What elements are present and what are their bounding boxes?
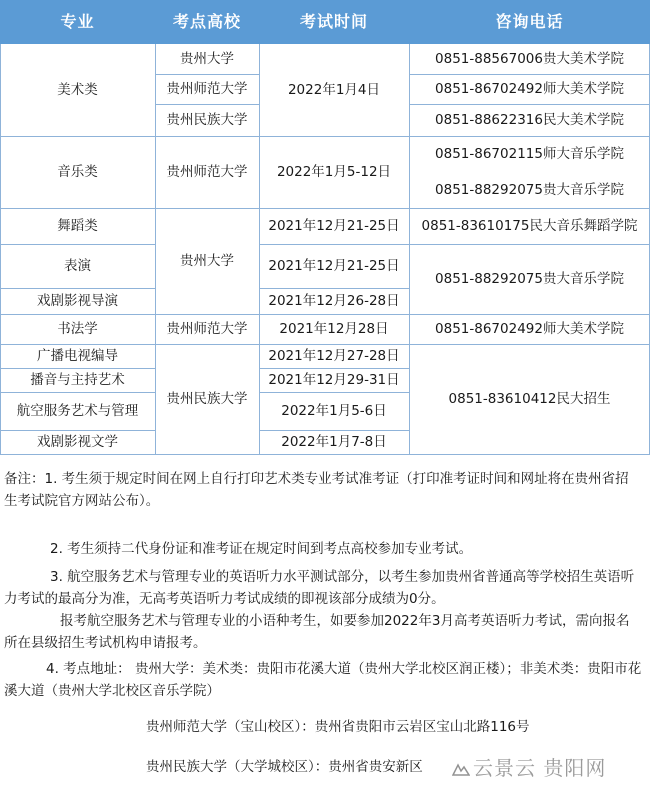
time-aviation: 2022年1月5-6日 — [281, 402, 387, 419]
major-broadcast-directing: 广播电视编导 — [37, 347, 118, 364]
phone-dance: 0851-83610175民大音乐舞蹈学院 — [421, 217, 638, 234]
school-gzmu-broadcast: 贵州民族大学 — [166, 391, 248, 408]
school-gzu: 贵州大学 — [180, 50, 234, 67]
phone-art-gznu: 0851-86702492师大美术学院 — [435, 80, 624, 97]
major-art: 美术类 — [57, 81, 98, 98]
school-gzu-dance: 贵州大学 — [180, 252, 234, 269]
major-performance: 表演 — [64, 257, 91, 274]
time-calligraphy: 2021年12月28日 — [279, 320, 389, 337]
school-gzmu: 贵州民族大学 — [166, 111, 248, 128]
site-watermark — [452, 752, 606, 781]
watermark-text: 云景云 贵阳网 — [473, 756, 607, 780]
phone-art-gzu: 0851-88567006贵大美术学院 — [435, 50, 624, 67]
watermark-logo-icon — [452, 763, 470, 777]
phone-music-gznu: 0851-86702115师大音乐学院 — [435, 145, 624, 162]
header-time: 考试时间 — [259, 0, 409, 44]
header-phone: 咨询电话 — [409, 0, 650, 44]
school-gznu: 贵州师范大学 — [166, 80, 248, 97]
note-4: 4. 考点地址： 贵州大学：美术类：贵阳市花溪大道（贵州大学北校区润正楼）；非美术类：贵阳市花溪大道（贵州大学北校区音乐学院） — [4, 661, 642, 699]
address-gznu: 贵州师范大学（宝山校区）：贵州省贵阳市云岩区宝山北路116号 — [146, 719, 530, 735]
phone-performance: 0851-88292075贵大音乐学院 — [435, 270, 624, 287]
school-gznu-music: 贵州师范大学 — [166, 163, 248, 180]
time-drama-literature: 2022年1月7-8日 — [281, 434, 387, 451]
major-music: 音乐类 — [57, 163, 98, 180]
school-gznu-calligraphy: 贵州师范大学 — [166, 320, 248, 337]
time-music: 2022年1月5-12日 — [276, 163, 392, 180]
time-drama-directing: 2021年12月26-28日 — [268, 292, 400, 309]
major-drama-directing: 戏剧影视导演 — [37, 292, 118, 309]
time-broadcast-directing: 2021年12月27-28日 — [268, 347, 400, 364]
phone-broadcast: 0851-83610412民大招生 — [448, 391, 611, 408]
time-hosting: 2021年12月29-31日 — [268, 371, 400, 388]
major-dance: 舞蹈类 — [57, 217, 98, 234]
note-1: 备注：1. 考生须于规定时间在网上自行打印艺术类专业考试准考证（打印准考证时间和网址将在贵州省招生考试院官方网站公布）。 — [4, 471, 629, 509]
time-performance: 2021年12月21-25日 — [268, 257, 400, 274]
time-art: 2022年1月4日 — [287, 81, 381, 98]
phone-music — [409, 136, 650, 208]
major-drama-literature: 戏剧影视文学 — [37, 434, 118, 451]
note-3b: 报考航空服务艺术与管理专业的小语种考生，如要参加2022年3月高考英语听力考试，需向报名所在县级招生考试机构申请报考。 — [4, 613, 630, 651]
phone-art-gzmu: 0851-88622316民大美术学院 — [435, 111, 624, 128]
major-hosting: 播音与主持艺术 — [30, 371, 125, 388]
note-3: 3. 航空服务艺术与管理专业的英语听力水平测试部分，以考生参加贵州省普通高等学校招生英语听力考试的最高分为准，无高考英语听力考试成绩的即视该部分成绩为0分。 — [4, 569, 635, 607]
phone-calligraphy: 0851-86702492师大美术学院 — [435, 320, 624, 337]
header-major: 专业 — [0, 0, 155, 44]
phone-music-gzu: 0851-88292075贵大音乐学院 — [435, 181, 624, 198]
major-calligraphy: 书法学 — [57, 320, 98, 337]
header-school: 考点高校 — [155, 0, 259, 44]
major-aviation: 航空服务艺术与管理 — [16, 402, 139, 419]
time-dance: 2021年12月21-25日 — [268, 217, 400, 234]
address-gzmu: 贵州民族大学（大学城校区）：贵州省贵安新区 — [146, 759, 423, 775]
note-2: 2. 考生须持二代身份证和准考证在规定时间到考点高校参加专业考试。 — [50, 540, 473, 557]
